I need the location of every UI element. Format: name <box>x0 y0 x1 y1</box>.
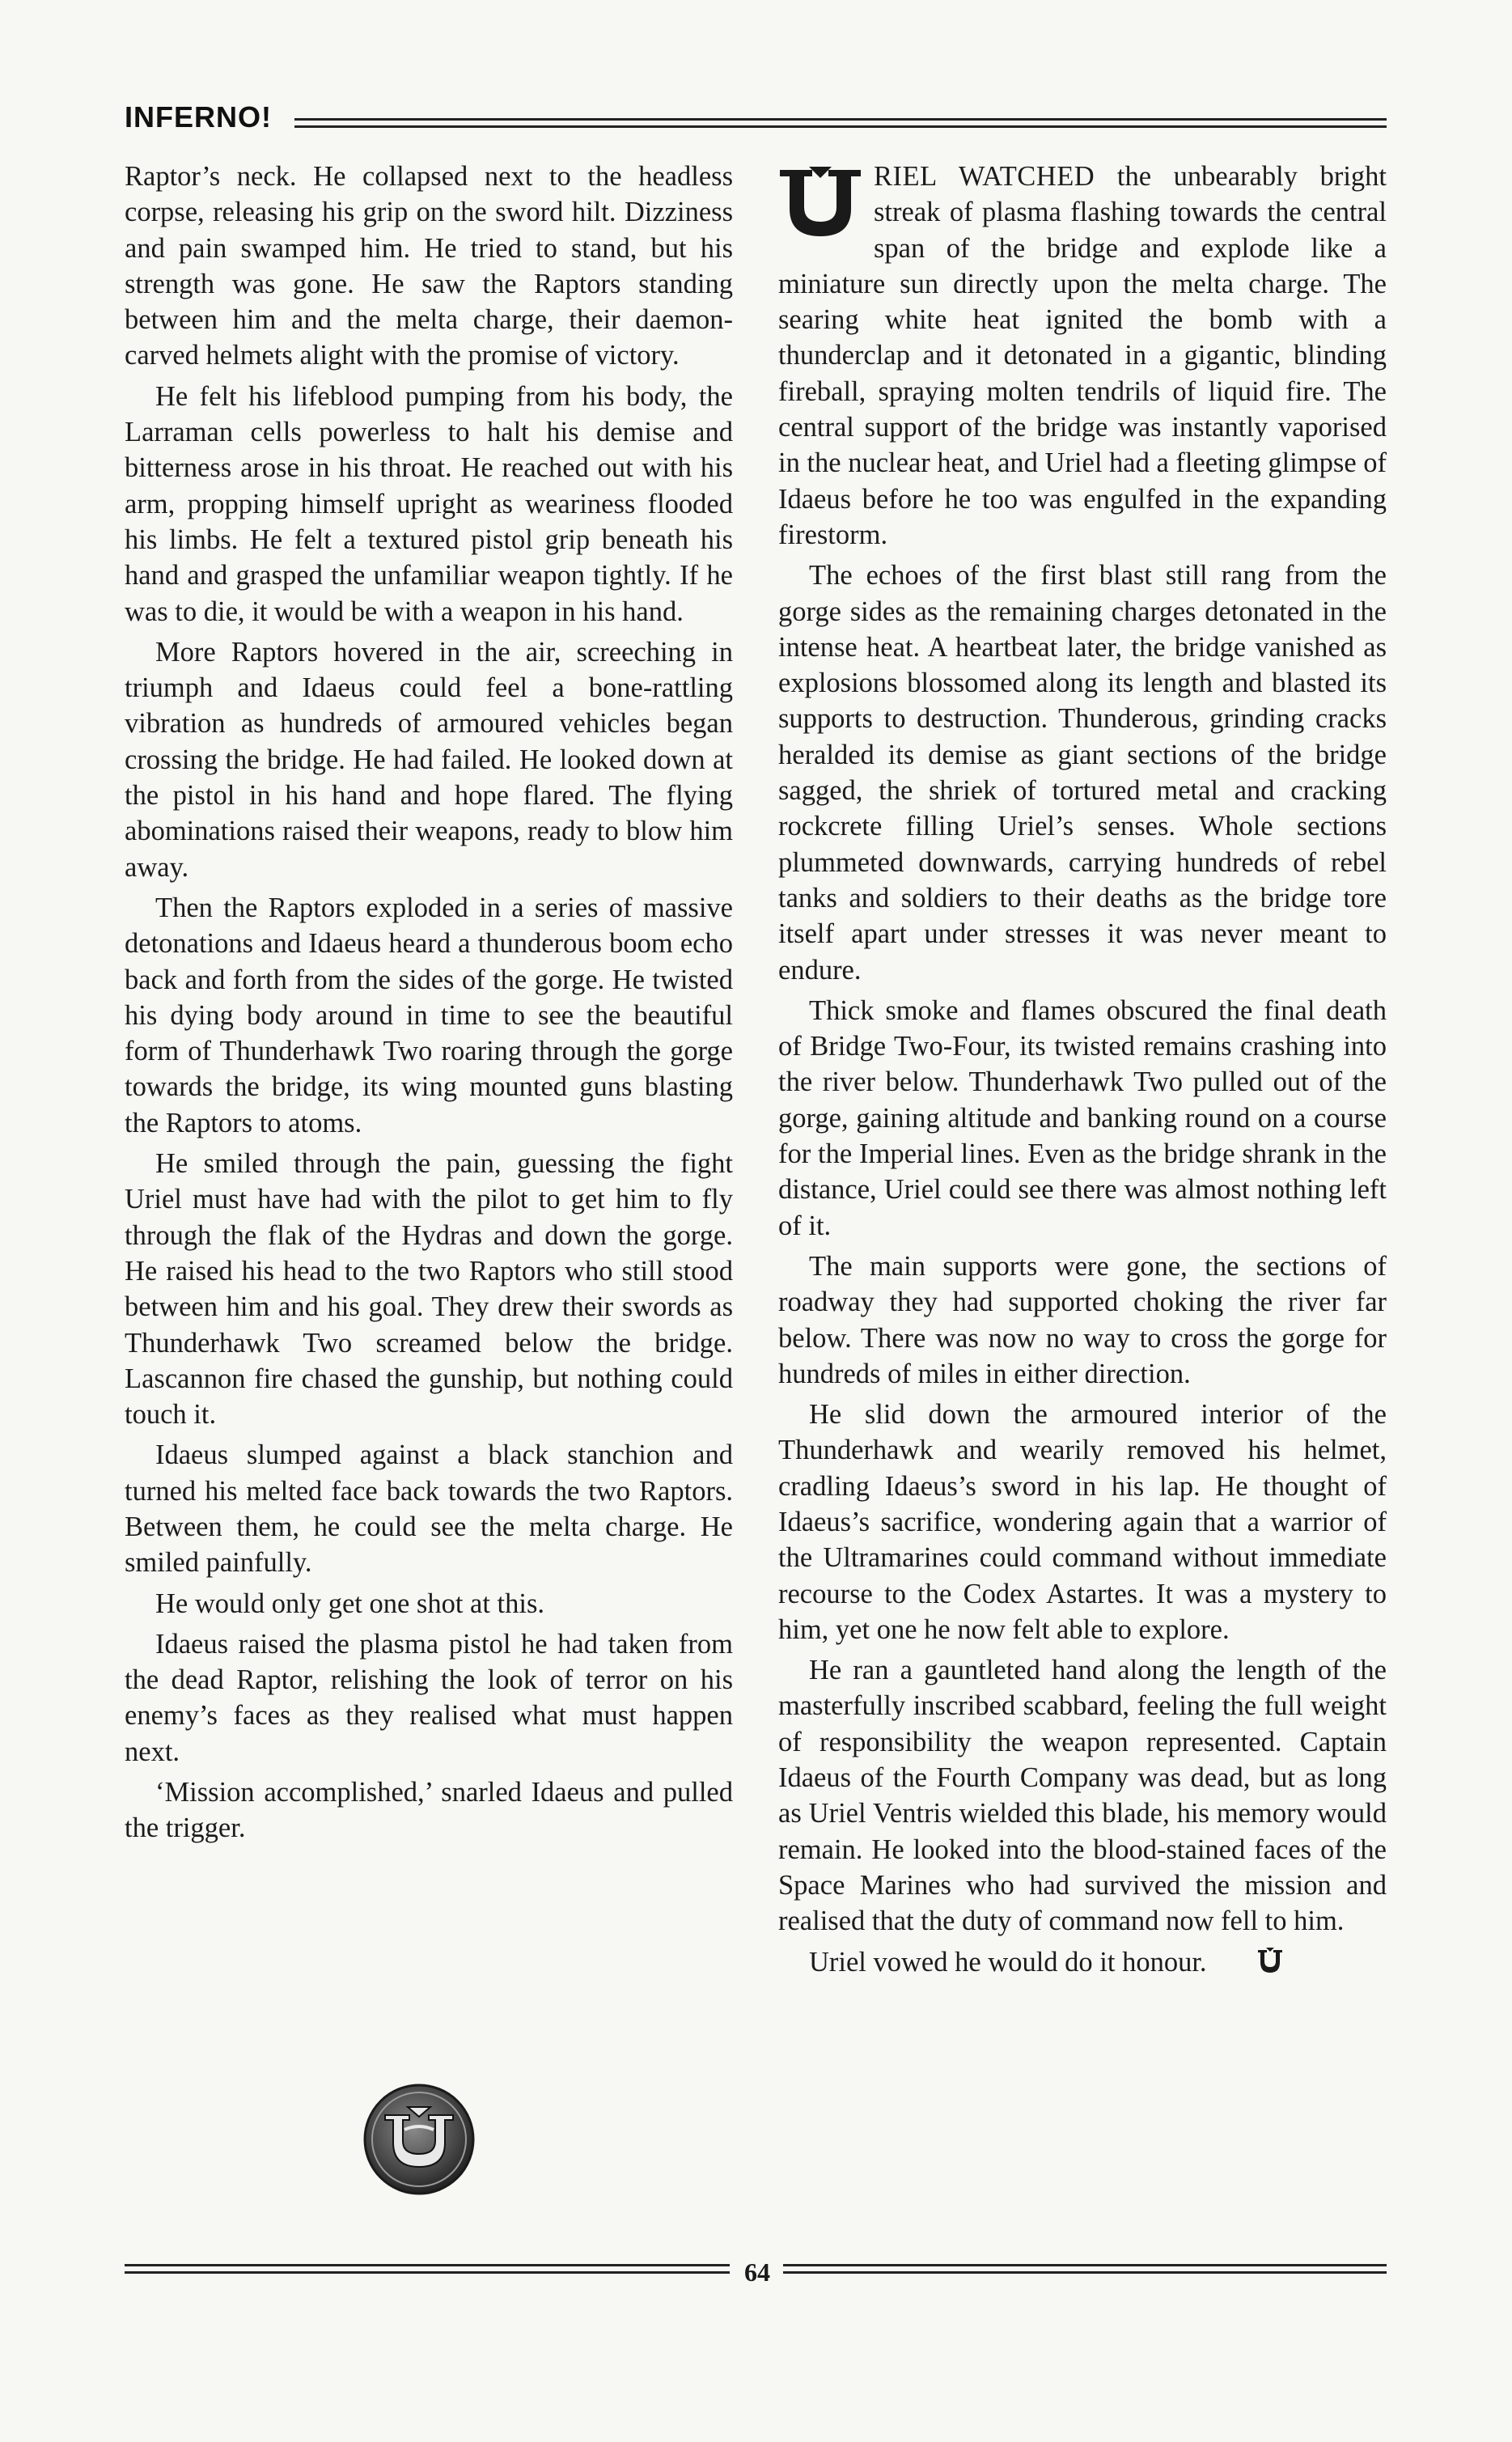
paragraph: He ran a gauntleted hand along the length of the masterfully inscribed scabbard, feeling the full weight of responsibility the weapon represented. Captain Idaeus of the Fourth Company was dead, but as long as Uriel Ventris wielded this blade, his memory would remain. He looked into the blood-stained faces of the Space Marines who had survived the mission and realised that the duty of command now fell to him. <box>778 1655 1387 1937</box>
paragraph: Thick smoke and flames obscured the final death of Bridge Two-Four, its twisted remains crashing into the river below. Thunderhawk Two pulled out of the gorge, gaining altitude and banking round on a course for the Imperial lines. Even as the bridge shrank in the distance, Uriel could see there was almost nothing left of it. <box>778 994 1387 1241</box>
page-number: 64 <box>744 2258 770 2287</box>
header-double-rule <box>294 118 1387 129</box>
paragraph: The echoes of the first blast still rang from the gorge sides as the remaining charges detonated in the intense heat. A heartbeat later, the bridge vanished as explosions blossomed along its length and blasted its supports to destruction. Thunderous, grinding cracks heralded its demise as giant sections of the bridge sagged, the shriek of tortured metal and cracking rockcrete filling Uriel’s senses. Whole sections plummeted downwards, carrying hundreds of rebel tanks and soldiers to their deaths as the bridge tore itself apart under stresses it was never meant to endure. <box>778 560 1387 986</box>
paragraph: ‘Mission accomplished,’ snarled Idaeus and pulled the trigger. <box>125 1777 733 1844</box>
page-footer <box>125 2258 1387 2287</box>
paragraph: Idaeus raised the plasma pistol he had taken from the dead Raptor, relishing the look of terror on his enemy’s faces as they realised what must happen next. <box>125 1628 733 1767</box>
paragraph: He would only get one shot at this. <box>155 1588 545 1619</box>
opening-caps: RIEL WATCHED <box>874 161 1095 192</box>
paragraph: Idaeus slumped against a black stanchion and turned his melted face back towards the two Raptors. Between them, he could see the melta charge. He smiled painfully. <box>125 1439 733 1579</box>
paragraph: He slid down the armoured interior of the Thunderhawk and wearily removed his helmet, cradling Idaeus’s sword in his lap. He thought of Idaeus’s sacrifice, wondering again that a warrior of the Ultramarines could command without immediate recourse to the Codex Astartes. It was a mystery to him, yet one he now felt able to explore. <box>778 1399 1387 1645</box>
paragraph: He smiled through the pain, guessing the fight Uriel must have had with the pilot to get him to fly through the flak of the Hydras and down the gorge. He raised his head to the two Raptors who still stood between him and his goal. They drew their swords as Thunderhawk Two screamed below the bridge. Lascannon fire chased the gunship, but nothing could touch it. <box>125 1148 733 1431</box>
paragraph: The main supports were gone, the sections of roadway they had supported choking the river far below. There was now no way to cross the gorge for hundreds of miles in either direction. <box>778 1250 1387 1389</box>
running-header <box>125 100 1387 149</box>
paragraph: Raptor’s neck. He collapsed next to the headless corpse, releasing his grip on the sword hilt. Dizziness and pain swamped him. He tried to stand, but his strength was gone. He saw the Raptors standing between him and the melta charge, their daemon-carved helmets alight with the promise of victory. <box>125 161 733 371</box>
closing-paragraph <box>778 1944 1387 1983</box>
opening-paragraph <box>778 159 1387 553</box>
closing-text: Uriel vowed he would do it honour. <box>809 1946 1207 1978</box>
paragraph: He felt his lifeblood pumping from his body, the Larraman cells powerless to halt his demise and bitterness arose in his throat. He reached out with his arm, propping himself upright as weariness flooded his limbs. He felt a textured pistol grip beneath his hand and grasped the unfamiliar weapon tightly. If he was to die, it would be with a weapon in his hand. <box>125 380 733 627</box>
ultramarines-end-mark-icon <box>1226 1947 1283 1983</box>
paragraph: Then the Raptors exploded in a series of massive detonations and Idaeus heard a thunderous boom echo back and forth from the sides of the gorge. He twisted his dying body around in time to see the beautiful form of Thunderhawk Two roaring through the gorge towards the bridge, its wing mounted guns blasting the Raptors to atoms. <box>125 892 733 1138</box>
header-title: INFERNO! <box>125 100 272 134</box>
opening-text: the unbearably bright streak of plasma flashing towards the central span of the bridge and explode like a miniature sun directly upon the melta charge. The searing white heat ignited the bomb with a thunderclap and it detonated in a gigantic, blinding fireball, spraying molten tendrils of liquid fire. The central support of the bridge was instantly vaporised in the nuclear heat, and Uriel had a fleeting glimpse of Idaeus before he too was engulfed in the expanding firestorm. <box>778 161 1387 550</box>
right-column <box>778 159 1387 1988</box>
paragraph: More Raptors hovered in the air, screeching in triumph and Idaeus could feel a bone-rattling vibration as hundreds of armoured vehicles began crossing the bridge. He had failed. He looked down at the pistol in his hand and hope flared. The flying abominations raised their weapons, ready to blow him away. <box>125 636 733 883</box>
footer-rule-left <box>125 2264 730 2275</box>
footer-rule-right <box>783 2264 1387 2275</box>
ultramarines-emblem-icon <box>362 2083 476 2196</box>
left-column <box>125 159 733 1851</box>
dropcap-u-icon <box>778 165 862 240</box>
